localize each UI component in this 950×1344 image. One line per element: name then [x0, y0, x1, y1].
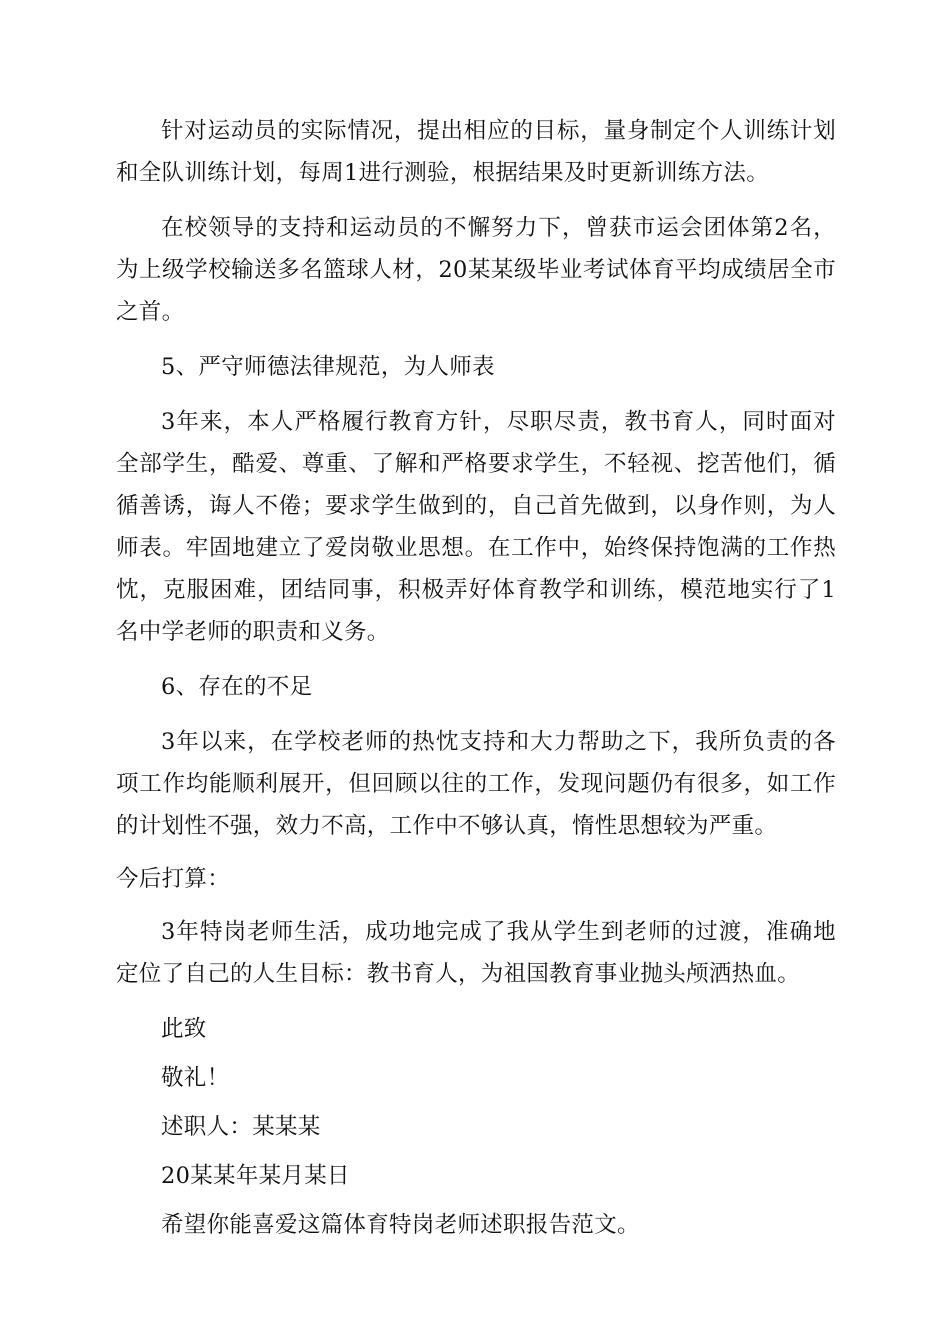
section-heading-future-plans: 今后打算： — [116, 866, 231, 892]
paragraph-training-plan: 针对运动员的实际情况，提出相应的目标，量身制定个人训练计划和全队训练计划，每周1进行测验，根据结果及时更新训练方法。 — [116, 118, 836, 186]
section-heading-shortcomings: 6、存在的不足 — [161, 674, 313, 700]
paragraph-ethics: 3年来，本人严格履行教育方针，尽职尽责，教书育人，同时面对全部学生，酷爱、尊重、了解和严格要求学生，不轻视、挖苦他们，循循善诱，诲人不倦；要求学生做到的，自己首先做到，以身作则，为人师表。牢固地建立了爱岗敬业思想。在工作中，始终保持饱满的工作热忱，克服困难，团结同事，积极弄好体育教学和训练，模范地实行了1名中学老师的职责和义务。 — [116, 409, 836, 645]
paragraph-achievements: 在校领导的支持和运动员的不懈努力下，曾获市运会团体第2名，为上级学校输送多名篮球人材，20某某级毕业考试体育平均成绩居全市之首。 — [116, 215, 836, 325]
paragraph-shortcomings: 3年以来，在学校老师的热忱支持和大力帮助之下，我所负责的各项工作均能顺利展开，但回顾以往的工作，发现问题仍有很多，如工作的计划性不强，效力不高，工作中不够认真，惰性思想较为严重。 — [116, 729, 836, 839]
closing-respect: 敬礼！ — [161, 1065, 230, 1091]
closing-salutation: 此致 — [161, 1016, 207, 1042]
closing-note: 希望你能喜爱这篇体育特岗老师述职报告范文。 — [161, 1212, 640, 1238]
signature-date: 20某某年某月某日 — [161, 1163, 350, 1189]
paragraph-future-plans: 3年特岗老师生活，成功地完成了我从学生到老师的过渡，准确地定位了自己的人生目标：教书育人，为祖国教育事业抛头颅洒热血。 — [116, 919, 836, 987]
section-heading-ethics: 5、严守师德法律规范，为人师表 — [161, 354, 495, 380]
document-body — [116, 110, 836, 1246]
signature-reporter: 述职人：某某某 — [161, 1114, 321, 1140]
